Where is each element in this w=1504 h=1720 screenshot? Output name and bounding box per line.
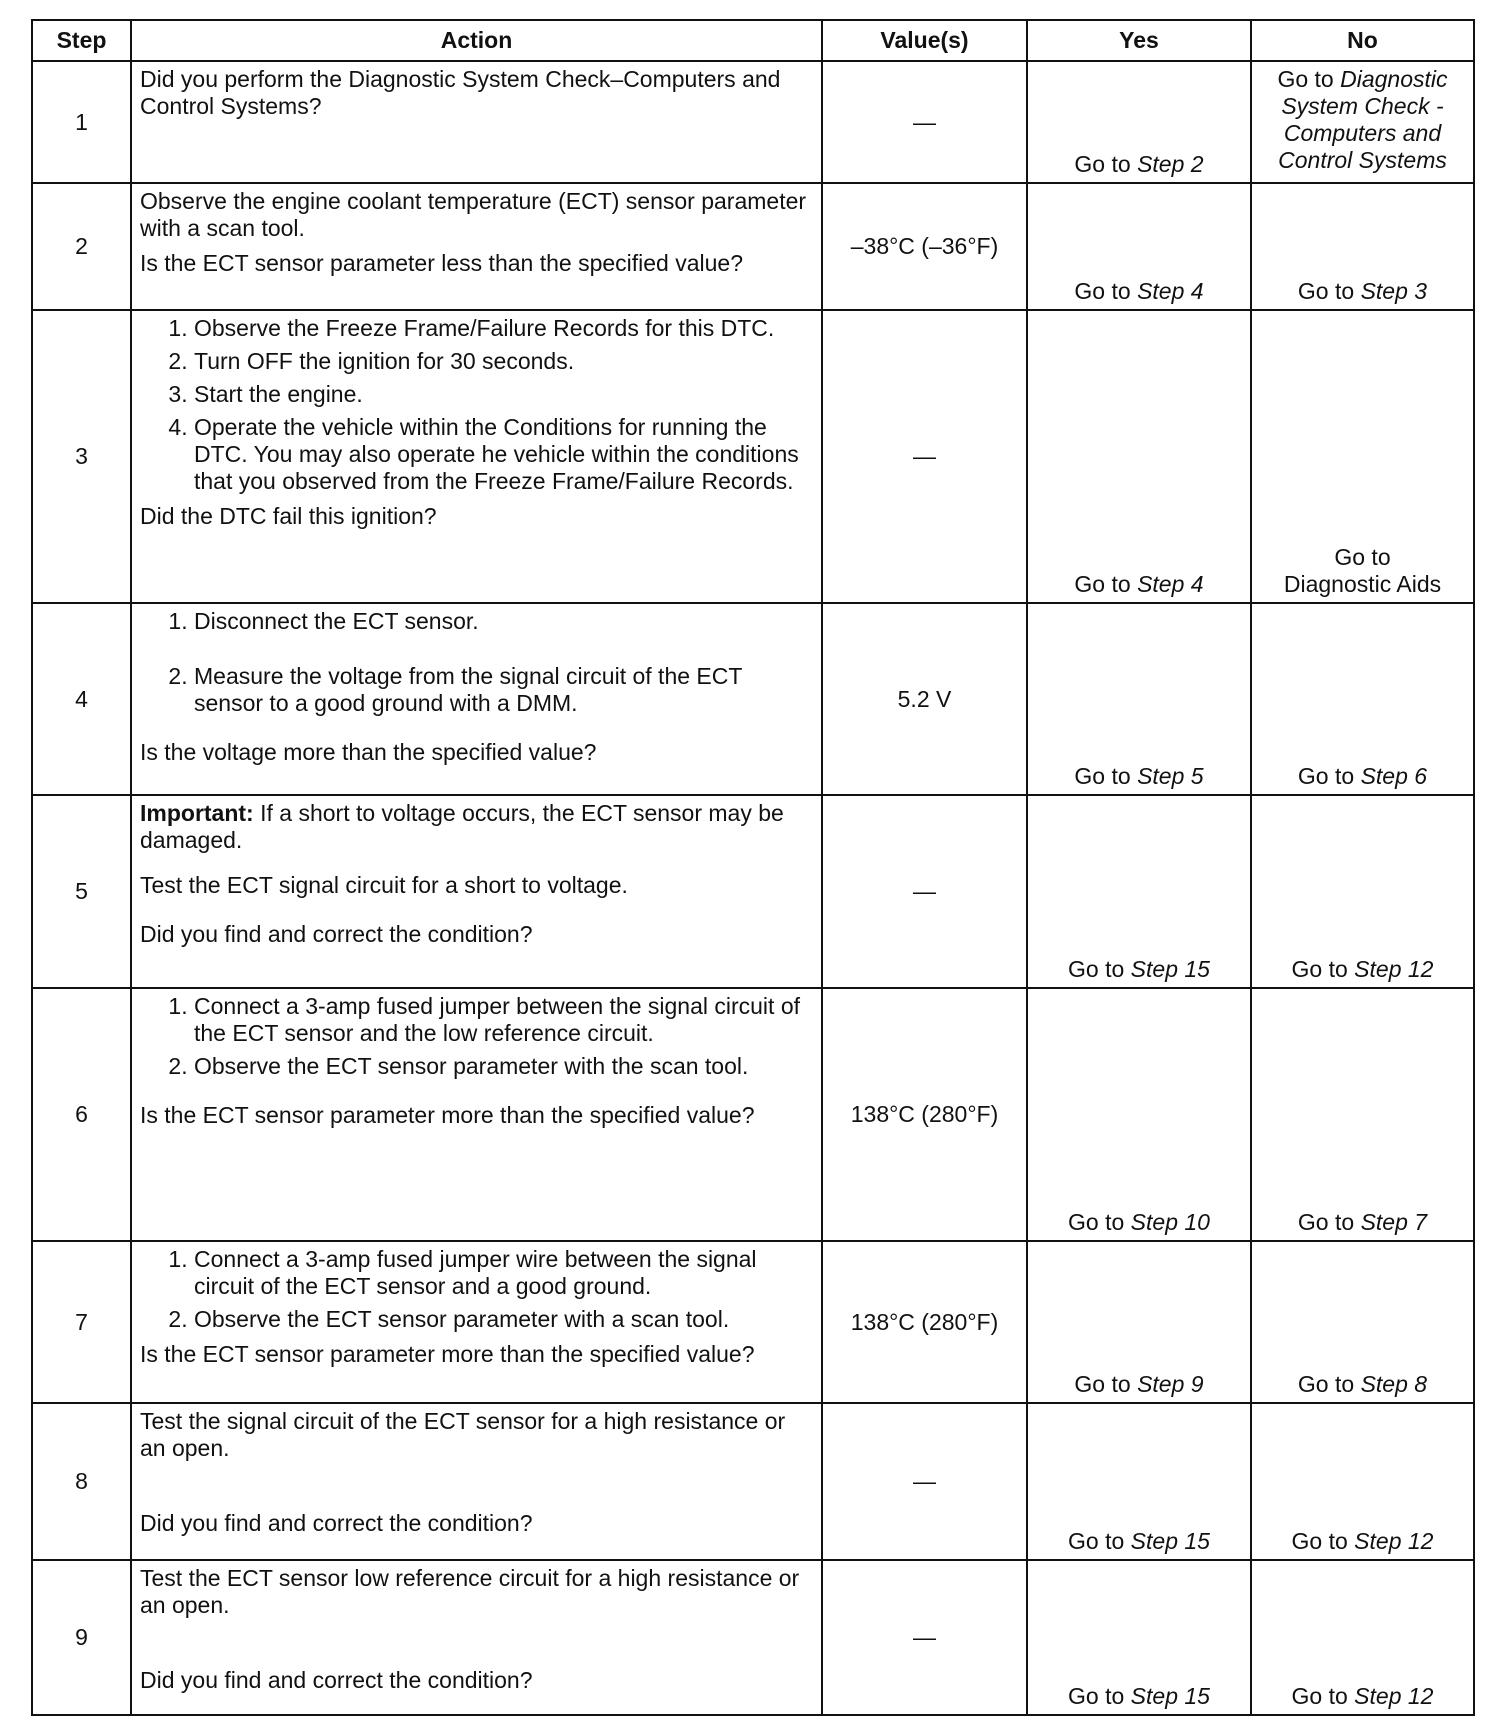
step-number: 6 bbox=[32, 988, 131, 1241]
action-cell bbox=[131, 1241, 822, 1403]
action-step: 1. Disconnect the ECT sensor. bbox=[194, 608, 813, 635]
no-cell bbox=[1251, 795, 1474, 988]
action-step: 2. Turn OFF the ignition for 30 seconds. bbox=[194, 348, 813, 375]
step-number: 9 bbox=[32, 1560, 131, 1715]
table-row bbox=[32, 61, 1474, 183]
go-to-text: Go to bbox=[1297, 278, 1355, 304]
value-cell: — bbox=[822, 61, 1027, 183]
action-step: 2. Measure the voltage from the signal circuit of the ECT sensor to a good ground with a DMM. bbox=[194, 663, 813, 717]
action-text: Did you perform the Diagnostic System Check–Computers and Control Systems? bbox=[140, 66, 781, 119]
yes-cell bbox=[1027, 795, 1251, 988]
no-target: Step 7 bbox=[1360, 1209, 1428, 1235]
header-values: Value(s) bbox=[822, 20, 1027, 61]
no-cell bbox=[1251, 1403, 1474, 1560]
value-cell: — bbox=[822, 310, 1027, 603]
value-cell: 138°C (280°F) bbox=[822, 988, 1027, 1241]
go-to-text: Go to bbox=[1291, 1683, 1348, 1709]
diagnostic-table bbox=[31, 19, 1475, 1716]
action-text: Test the signal circuit of the ECT sensor for a high resistance or an open. bbox=[140, 1408, 786, 1461]
value-cell: — bbox=[822, 795, 1027, 988]
yes-target: Step 4 bbox=[1137, 571, 1204, 597]
step-number: 3 bbox=[32, 310, 131, 603]
action-text: Test the ECT sensor low reference circuit for a high resistance or an open. bbox=[140, 1565, 800, 1618]
no-target: Diagnostic Aids bbox=[1283, 571, 1442, 597]
step-number: 1 bbox=[32, 61, 131, 183]
action-question: Is the ECT sensor parameter more than the specified value? bbox=[140, 1102, 755, 1128]
table-row bbox=[32, 310, 1474, 603]
table-row bbox=[32, 1403, 1474, 1560]
go-to-text: Go to bbox=[1074, 278, 1131, 304]
no-target: Step 12 bbox=[1354, 956, 1434, 982]
no-target: Step 8 bbox=[1360, 1371, 1428, 1397]
action-cell bbox=[131, 1403, 822, 1560]
go-to-text: Go to bbox=[1074, 1371, 1131, 1397]
table-row bbox=[32, 1560, 1474, 1715]
yes-cell bbox=[1027, 603, 1251, 795]
yes-cell bbox=[1027, 1241, 1251, 1403]
no-cell bbox=[1251, 1241, 1474, 1403]
action-text: If a short to voltage occurs, the ECT sensor may be damaged. bbox=[140, 800, 784, 853]
header-action: Action bbox=[131, 20, 822, 61]
go-to-text: Go to bbox=[1334, 544, 1391, 570]
yes-target: Step 10 bbox=[1130, 1209, 1210, 1235]
no-cell bbox=[1251, 310, 1474, 603]
yes-target: Step 15 bbox=[1130, 1528, 1210, 1554]
no-cell bbox=[1251, 1560, 1474, 1715]
action-cell bbox=[131, 310, 822, 603]
yes-target: Step 4 bbox=[1137, 278, 1204, 304]
yes-cell bbox=[1027, 988, 1251, 1241]
action-question: Is the ECT sensor parameter less than the specified value? bbox=[140, 250, 744, 276]
yes-target: Step 15 bbox=[1130, 956, 1210, 982]
action-step: 3. Start the engine. bbox=[194, 381, 813, 408]
yes-target: Step 5 bbox=[1137, 763, 1204, 789]
value-cell: 138°C (280°F) bbox=[822, 1241, 1027, 1403]
go-to-text: Go to bbox=[1074, 763, 1131, 789]
go-to-text: Go to bbox=[1068, 1683, 1125, 1709]
action-text: Observe the engine coolant temperature (ECT) sensor parameter with a scan tool. bbox=[140, 188, 807, 241]
action-cell bbox=[131, 603, 822, 795]
no-target: Step 3 bbox=[1360, 278, 1428, 304]
table-row bbox=[32, 183, 1474, 310]
yes-target: Step 15 bbox=[1130, 1683, 1210, 1709]
action-text-2: Test the ECT signal circuit for a short to voltage. bbox=[140, 872, 628, 898]
action-steps bbox=[140, 608, 813, 717]
table-row bbox=[32, 795, 1474, 988]
go-to-text: Go to bbox=[1297, 763, 1355, 789]
no-cell bbox=[1251, 61, 1474, 183]
action-step: 1. Connect a 3-amp fused jumper between the signal circuit of the ECT sensor and the low reference circuit. bbox=[194, 993, 813, 1047]
go-to-text: Go to bbox=[1291, 956, 1348, 982]
action-question: Did you find and correct the condition? bbox=[140, 921, 533, 947]
no-target: Diagnostic System Check - Computers and Control Systems bbox=[1278, 66, 1448, 173]
header-yes: Yes bbox=[1027, 20, 1251, 61]
action-steps bbox=[140, 315, 813, 495]
action-cell bbox=[131, 795, 822, 988]
action-step: 1. Connect a 3-amp fused jumper wire between the signal circuit of the ECT sensor and a good ground. bbox=[194, 1246, 813, 1300]
no-cell bbox=[1251, 988, 1474, 1241]
yes-cell bbox=[1027, 61, 1251, 183]
action-step: 2. Observe the ECT sensor parameter with the scan tool. bbox=[194, 1053, 813, 1080]
table-row bbox=[32, 988, 1474, 1241]
yes-target: Step 9 bbox=[1137, 1371, 1204, 1397]
go-to-text: Go to bbox=[1068, 956, 1125, 982]
yes-target: Step 2 bbox=[1137, 151, 1204, 177]
action-cell bbox=[131, 183, 822, 310]
action-question: Is the voltage more than the specified value? bbox=[140, 739, 597, 765]
no-target: Step 6 bbox=[1360, 763, 1428, 789]
action-steps bbox=[140, 993, 813, 1080]
header-step: Step bbox=[32, 20, 131, 61]
action-steps bbox=[140, 1246, 813, 1333]
no-target: Step 12 bbox=[1354, 1528, 1434, 1554]
go-to-text: Go to bbox=[1074, 571, 1131, 597]
action-step: 2. Observe the ECT sensor parameter with a scan tool. bbox=[194, 1306, 813, 1333]
value-cell: — bbox=[822, 1403, 1027, 1560]
action-question: Did you find and correct the condition? bbox=[140, 1510, 533, 1536]
no-cell bbox=[1251, 603, 1474, 795]
step-number: 7 bbox=[32, 1241, 131, 1403]
value-cell: 5.2 V bbox=[822, 603, 1027, 795]
step-number: 2 bbox=[32, 183, 131, 310]
value-cell: –38°C (–36°F) bbox=[822, 183, 1027, 310]
header-row bbox=[32, 20, 1474, 61]
step-number: 4 bbox=[32, 603, 131, 795]
action-cell bbox=[131, 1560, 822, 1715]
yes-cell bbox=[1027, 1560, 1251, 1715]
yes-cell bbox=[1027, 1403, 1251, 1560]
action-question: Did the DTC fail this ignition? bbox=[140, 503, 437, 529]
action-cell bbox=[131, 988, 822, 1241]
no-cell bbox=[1251, 183, 1474, 310]
yes-cell bbox=[1027, 183, 1251, 310]
go-to-text: Go to bbox=[1068, 1209, 1125, 1235]
table-row bbox=[32, 1241, 1474, 1403]
header-no: No bbox=[1251, 20, 1474, 61]
go-to-text: Go to bbox=[1277, 66, 1334, 92]
go-to-text: Go to bbox=[1068, 1528, 1125, 1554]
action-step: 4. Operate the vehicle within the Conditions for running the DTC. You may also operate he vehicle within the conditions that you observed from the Freeze Frame/Failure Records. bbox=[194, 414, 813, 495]
important-note bbox=[140, 800, 813, 854]
step-number: 5 bbox=[32, 795, 131, 988]
go-to-text: Go to bbox=[1297, 1371, 1355, 1397]
action-question: Is the ECT sensor parameter more than the specified value? bbox=[140, 1341, 755, 1367]
action-question: Did you find and correct the condition? bbox=[140, 1667, 533, 1693]
important-label: Important: bbox=[140, 800, 254, 826]
table-row bbox=[32, 603, 1474, 795]
action-cell bbox=[131, 61, 822, 183]
action-step: 1. Observe the Freeze Frame/Failure Records for this DTC. bbox=[194, 315, 813, 342]
step-number: 8 bbox=[32, 1403, 131, 1560]
no-target: Step 12 bbox=[1354, 1683, 1434, 1709]
go-to-text: Go to bbox=[1291, 1528, 1348, 1554]
go-to-text: Go to bbox=[1074, 151, 1131, 177]
yes-cell bbox=[1027, 310, 1251, 603]
value-cell: — bbox=[822, 1560, 1027, 1715]
go-to-text: Go to bbox=[1297, 1209, 1355, 1235]
